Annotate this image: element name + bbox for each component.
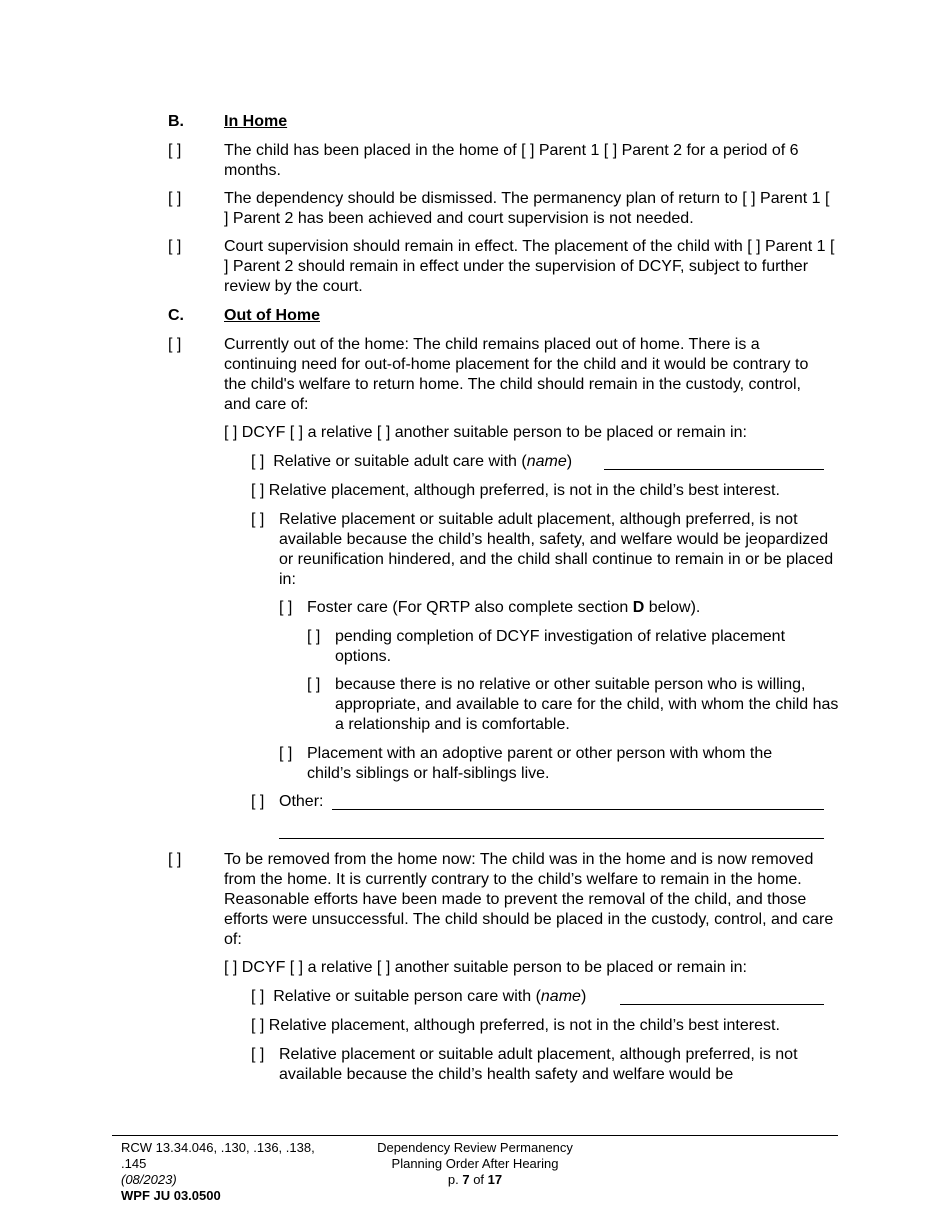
- section-b-letter: B.: [168, 113, 184, 130]
- current-relative-care: [251, 452, 572, 472]
- footer-page-of: of: [469, 1172, 488, 1187]
- footer-page: [360, 1172, 590, 1188]
- section-b-item-1: The child has been placed in the home of [ ] Parent 1 [ ] Parent 2 for a period of 6 months.: [224, 142, 799, 179]
- checkbox-other[interactable]: [ ]: [251, 793, 265, 810]
- because-text: because there is no relative or other suitable person who is willing, appropriate, and available to care for the child, with whom the child has a relationship and is comfortable.: [335, 676, 839, 733]
- removed-not-available-text: Relative placement or suitable adult placement, although preferred, is not available because the child’s health safety and welfare would be: [279, 1046, 798, 1083]
- footer-page-prefix: p.: [447, 1172, 463, 1187]
- section-b-title: In Home: [224, 113, 288, 130]
- checkbox-adoptive[interactable]: [ ]: [279, 745, 293, 762]
- footer-date: (08/2023): [121, 1172, 177, 1187]
- foster-section-ref: D: [632, 599, 645, 616]
- current-out-of-home-text: Currently out of the home: The child remains placed out of home. There is a continuing need for out-of-home placement for the child and it would be contrary to the child's welfare to return home. The child should remain in the custody, control, and care of:: [224, 336, 809, 413]
- footer-page-number: 7: [462, 1172, 470, 1187]
- checkbox-c-removed[interactable]: [ ]: [168, 851, 182, 868]
- removed-custody-options: [ ] DCYF [ ] a relative [ ] another suitable person to be placed or remain in:: [224, 959, 747, 976]
- removed-from-home-text: To be removed from the home now: The child was in the home and is now removed from the home. It is currently contrary to the child’s welfare to remain in the home. Reasonable efforts have been made to prevent the removal of the child, and those efforts were unsuccessful. The child should be placed in the custody, control, and care of:: [224, 851, 834, 948]
- foster-care-label: Foster care (For QRTP also complete section: [307, 599, 633, 616]
- footer-rcw-2: .145: [121, 1156, 147, 1171]
- section-b-item-2: The dependency should be dismissed. The permanency plan of return to [ ] Parent 1 [ ] Parent 2 has been achieved and court supervision is not needed.: [224, 190, 830, 227]
- checkbox-current-not-available[interactable]: [ ]: [251, 511, 265, 528]
- current-custody-options: [ ] DCYF [ ] a relative [ ] another suitable person to be placed or remain in:: [224, 424, 747, 441]
- removed-name-label: name: [540, 988, 581, 1005]
- footer-form-id: WPF JU 03.0500: [121, 1188, 221, 1203]
- footer-rule: [112, 1135, 838, 1136]
- removed-relative-care: [251, 987, 586, 1007]
- checkbox-removed-not-available[interactable]: [ ]: [251, 1046, 265, 1063]
- footer-page-total: 17: [487, 1172, 503, 1187]
- section-c-title: Out of Home: [224, 307, 320, 324]
- current-name-field[interactable]: [604, 469, 824, 470]
- checkbox-b2[interactable]: [ ]: [168, 190, 182, 207]
- current-not-best-interest: [ ] Relative placement, although preferred, is not in the child’s best interest.: [251, 482, 780, 499]
- current-relative-care-label: [ ] Relative or suitable adult care with (: [251, 453, 527, 470]
- footer-title-1: Dependency Review Permanency: [377, 1140, 573, 1155]
- footer-center: [360, 1140, 590, 1188]
- other-label: Other:: [279, 793, 324, 810]
- pending-text: pending completion of DCYF investigation of relative placement options.: [335, 628, 786, 665]
- removed-not-best-interest: [ ] Relative placement, although preferred, is not in the child’s best interest.: [251, 1017, 780, 1034]
- removed-relative-care-label: [ ] Relative or suitable person care with (: [251, 988, 541, 1005]
- other-field-line-1[interactable]: [332, 809, 824, 810]
- checkbox-pending[interactable]: [ ]: [307, 628, 321, 645]
- checkbox-b3[interactable]: [ ]: [168, 238, 182, 255]
- current-not-available-text: Relative placement or suitable adult placement, although preferred, is not available because the child’s health, safety, and welfare would be jeopardized or reunification hindered, and the child shall continue to remain in or be placed in:: [279, 511, 834, 588]
- adoptive-text: Placement with an adoptive parent or other person with whom the child’s siblings or half-siblings live.: [307, 745, 773, 782]
- footer-left: [121, 1140, 351, 1204]
- removed-name-field[interactable]: [620, 1004, 824, 1005]
- current-name-suffix: ): [566, 453, 573, 470]
- checkbox-foster-care[interactable]: [ ]: [279, 599, 293, 616]
- checkbox-b1[interactable]: [ ]: [168, 142, 182, 159]
- other-field-line-2[interactable]: [279, 838, 824, 839]
- foster-care-text: [307, 598, 700, 618]
- current-name-label: name: [526, 453, 567, 470]
- section-b-item-3: Court supervision should remain in effect. The placement of the child with [ ] Parent 1 [ ] Parent 2 should remain in effect under the supervision of DCYF, subject to further review by the court.: [224, 238, 835, 295]
- footer-title-2: Planning Order After Hearing: [391, 1156, 559, 1171]
- checkbox-c-current[interactable]: [ ]: [168, 336, 182, 353]
- removed-name-suffix: ): [580, 988, 587, 1005]
- checkbox-because[interactable]: [ ]: [307, 676, 321, 693]
- foster-care-suffix: below).: [644, 599, 701, 616]
- footer-rcw-1: RCW 13.34.046, .130, .136, .138,: [121, 1140, 315, 1155]
- section-c-letter: C.: [168, 307, 184, 324]
